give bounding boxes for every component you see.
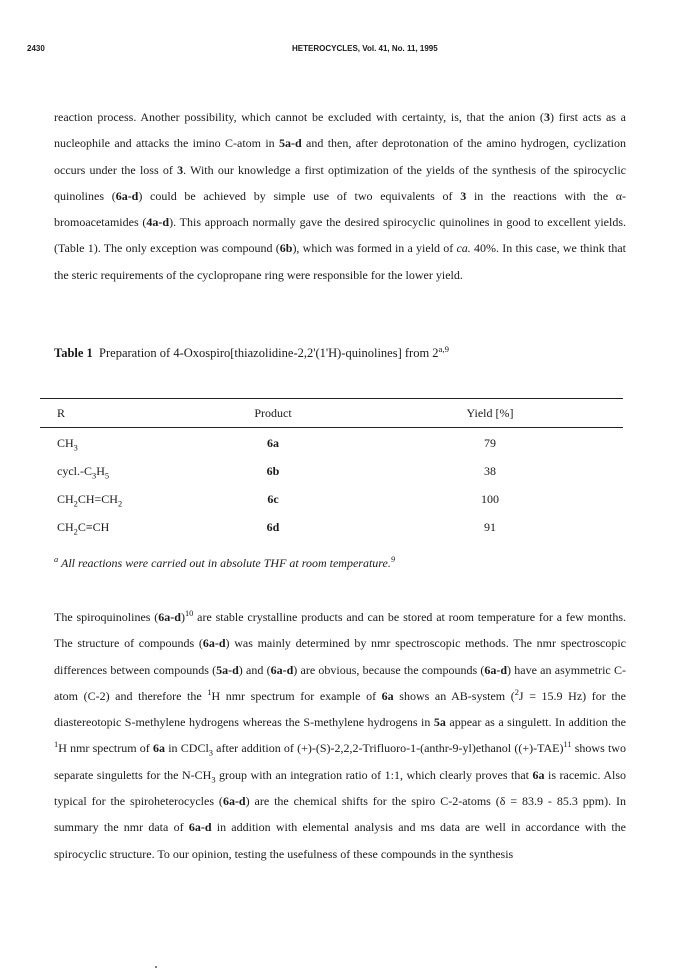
cell-r: $CH_2CH=CH_2$ — [57, 492, 123, 509]
cell-yield: 100 — [481, 492, 499, 506]
cell-r: $CH_2C\equiv CH$ — [57, 520, 110, 537]
header-r: R — [57, 406, 66, 420]
cell-product: 6b — [266, 464, 280, 478]
table-header-rule — [40, 427, 623, 428]
journal-running-head: HETEROCYCLES, Vol. 41, No. 11, 1995 — [292, 44, 438, 53]
cell-r: $CH_3$ — [57, 436, 78, 453]
footnote-ref: 9 — [390, 555, 396, 564]
table-caption-sup: a,9 — [438, 343, 449, 354]
table-top-rule — [40, 398, 623, 399]
table-footnote — [54, 556, 395, 571]
cell-product: 6d — [266, 520, 280, 534]
cell-product: 6c — [267, 492, 279, 506]
cell-product: 6a — [267, 436, 279, 450]
paragraph-1: reaction process. Another possibility, which cannot be excluded with certainty, is, that the anion (3) first acts as a nucleophile and attacks the imino C-atom in 5a-d and then, after deprotonation of the amino hydrogen, cyclization occurs under the loss of 3. With our knowledge a first optimization of the yields of the synthesis of the spirocyclic quinolines (6a-d) could be achieved by simple use of two equivalents of 3 in the reactions with the α-bromoacetamides (4a-d). This approach normally gave the desired spirocyclic quinolines in good to excellent yields. (Table 1). The only exception was compound (6b), which was formed in a yield of ca. 40%. In this case, we think that the steric requirements of the cyclopropane ring were responsible for the lower yield. — [54, 110, 626, 282]
table-label: Table 1 — [54, 346, 93, 360]
footnote-text: All reactions were carried out in absolute THF at room temperature. — [60, 556, 391, 570]
cell-yield: 79 — [484, 436, 496, 450]
page-number: 2430 — [27, 44, 45, 53]
table-row — [40, 492, 623, 512]
table-row — [40, 464, 623, 484]
cell-r: $cycl.-C_3H_5$ — [57, 464, 110, 481]
table-caption-text: Preparation of 4-Oxospiro[thiazolidine-2,2'(1'H)-quinolines] from 2 — [99, 346, 439, 360]
table-header-row — [40, 406, 623, 426]
footnote-marker: a — [54, 555, 59, 564]
table-caption — [54, 343, 449, 361]
paragraph-2: The spiroquinolines $(6a-d)^{10}$ are stable crystalline products and can be stored at room temperature for a few months. The structure of compounds (6a-d) was mainly determined by nmr spectroscopic methods. The nmr spectroscopic differences between compounds (5a-d) and (6a-d) are obvious, because the compounds (6a-d) have an asymmetric C-atom (C-2) and therefore the $^1$H nmr spectrum for example of 6a shows an AB-system ($^2$J = 15.9 Hz) for the diastereotopic S-methylene hydrogens whereas the S-methylene hydrogens in 5a appear as a singulett. In addition the $^1$H nmr spectrum of 6a in CDCl$_3$ after addition of (+)-(S)-2,2,2-Trifluoro-1-(anthr-9-yl)ethanol $((+)-TAE)^{11}$ shows two separate singuletts for the $N-CH_3$ group with an integration ratio of 1:1, which clearly proves that 6a is racemic. Also typical for the spiroheterocycles (6a-d) are the chemical shifts for the spiro C-2-atoms (δ = 83.9 - 85.3 ppm). In summary the nmr data of 6a-d in addition with elemental analysis and ms data are well in accordance with the spirocyclic structure. To our opinion, testing the usefulness of these compounds in the synthesis — [54, 609, 627, 861]
table-row — [40, 520, 623, 540]
header-product: Product — [254, 406, 292, 420]
cell-yield: 91 — [484, 520, 496, 534]
table-row — [40, 436, 623, 456]
header-yield: Yield [%] — [466, 406, 514, 420]
scan-speck — [155, 966, 157, 968]
cell-yield: 38 — [484, 464, 496, 478]
page-header — [27, 44, 627, 58]
